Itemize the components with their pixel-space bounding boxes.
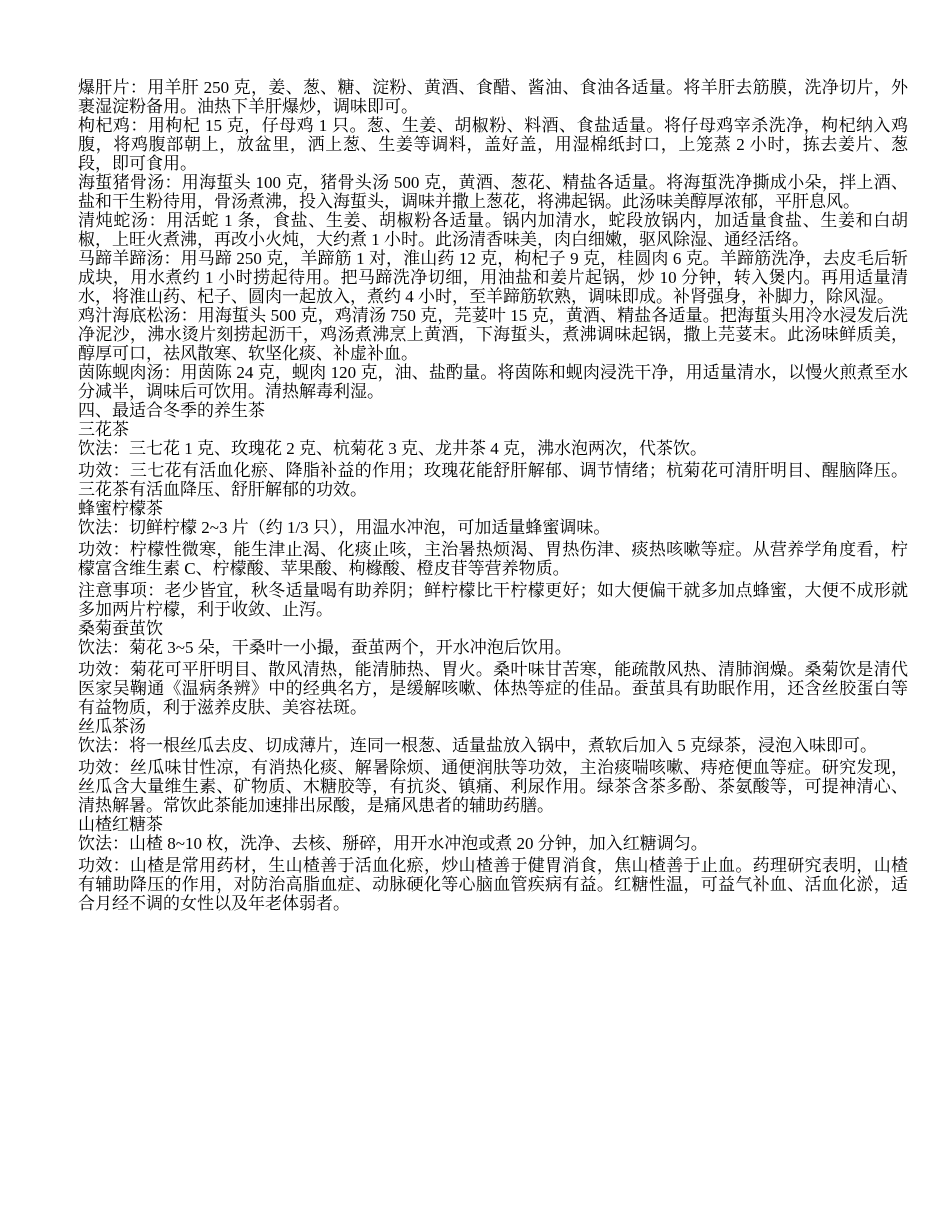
tea-effect-shanzha: 功效：山楂是常用药材，生山楂善于活血化瘀，炒山楂善于健胃消食，焦山楂善于止血。药理研究表明，山楂有辅助降压的作用，对防治高脂血症、动脉硬化等心脑血管疾病有益。红糖性温，可益气补血、活血化淤，适合月经不调的女性以及年老体弱者。 <box>78 856 908 913</box>
tea-heading-sangju: 桑菊蚕茧饮 <box>78 619 163 638</box>
recipe-paragraph-jizhi-soup: 鸡汁海底松汤：用海蜇头 500 克，鸡清汤 750 克，芫荽叶 15 克，黄酒、精盐各适量。把海蜇头用冷水浸发后洗净泥沙，沸水烫片刻捞起沥干，鸡汤煮沸烹上黄酒，下海蜇头，煮沸调味起锅，撒上芫荽末。此汤味鲜质美，醇厚可口，祛风散寒、软坚化痰、补虚补血。 <box>78 306 908 363</box>
tea-effect-sigua: 功效：丝瓜味甘性凉，有消热化痰、解暑除烦、通便润肤等功效，主治痰喘咳嗽、痔疮便血等症。研究发现，丝瓜含大量维生素、矿物质、木糖胶等，有抗炎、镇痛、利尿作用。绿茶含茶多酚、茶氨酸等，可提神清心、清热解暑。常饮此茶能加速排出尿酸，是痛风患者的辅助药膳。 <box>78 758 908 815</box>
recipe-paragraph-snake-soup: 清炖蛇汤：用活蛇 1 条，食盐、生姜、胡椒粉各适量。锅内加清水，蛇段放锅内，加适量食盐、生姜和白胡椒，上旺火煮沸，再改小火炖，大约煮 1 小时。此汤清香味美，肉白细嫩，驱风除湿、通经活络。 <box>78 211 908 249</box>
recipe-paragraph-baoganpian: 爆肝片：用羊肝 250 克，姜、葱、糖、淀粉、黄酒、食醋、酱油、食油各适量。将羊肝去筋膜，洗净切片，外裹湿淀粉备用。油热下羊肝爆炒，调味即可。 <box>78 78 908 116</box>
tea-method-shanzha: 饮法：山楂 8~10 枚，洗净、去核、掰碎，用开水冲泡或煮 20 分钟，加入红糖调匀。 <box>78 834 708 853</box>
tea-heading-shanzha: 山楂红糖茶 <box>78 815 163 834</box>
tea-method-sigua: 饮法：将一根丝瓜去皮、切成薄片，连同一根葱、适量盐放入锅中，煮软后加入 5 克绿茶，浸泡入味即可。 <box>78 736 877 755</box>
tea-effect-lemon-honey: 功效：柠檬性微寒，能生津止渴、化痰止咳，主治暑热烦渴、胃热伤津、痰热咳嗽等症。从营养学角度看，柠檬富含维生素 C、柠檬酸、苹果酸、枸橼酸、橙皮苷等营养物质。 <box>78 540 908 578</box>
tea-method-sangju: 饮法：菊花 3~5 朵，干桑叶一小撮，蚕茧两个，开水冲泡后饮用。 <box>78 638 572 657</box>
recipe-paragraph-gouqiji: 枸杞鸡：用枸杞 15 克，仔母鸡 1 只。葱、生姜、胡椒粉、料酒、食盐适量。将仔母鸡宰杀洗净，枸杞纳入鸡腹，将鸡腹部朝上，放盆里，洒上葱、生姜等调料，盖好盖，用湿棉纸封口，上笼蒸 2 小时，拣去姜片、葱段，即可食用。 <box>78 116 908 173</box>
recipe-paragraph-yinchen-soup: 茵陈蚬肉汤：用茵陈 24 克，蚬肉 120 克，油、盐酌量。将茵陈和蚬肉浸洗干净，用适量清水，以慢火煎煮至水分减半，调味后可饮用。清热解毒利湿。 <box>78 363 908 401</box>
tea-effect-sanhua: 功效：三七花有活血化瘀、降脂补益的作用；玫瑰花能舒肝解郁、调节情绪；杭菊花可清肝明目、醒脑降压。三花茶有活血降压、舒肝解郁的功效。 <box>78 461 908 499</box>
tea-notes-lemon-honey: 注意事项：老少皆宜，秋冬适量喝有助养阴；鲜柠檬比干柠檬更好；如大便偏干就多加点蜂蜜，大便不成形就多加两片柠檬，利于收敛、止泻。 <box>78 581 908 619</box>
tea-heading-lemon-honey: 蜂蜜柠檬茶 <box>78 499 163 518</box>
recipe-paragraph-haizhe-soup: 海蜇猪骨汤：用海蜇头 100 克，猪骨头汤 500 克，黄酒、葱花、精盐各适量。将海蜇洗净撕成小朵，拌上酒、盐和干生粉待用，骨汤煮沸，投入海蜇头，调味并撒上葱花，将沸起锅。此汤味美醇厚浓郁，平肝息风。 <box>78 173 908 211</box>
tea-heading-sigua: 丝瓜茶汤 <box>78 717 146 736</box>
tea-method-sanhua: 饮法：三七花 1 克、玫瑰花 2 克、杭菊花 3 克、龙井茶 4 克，沸水泡两次，代茶饮。 <box>78 439 707 458</box>
tea-effect-sangju: 功效：菊花可平肝明目、散风清热，能清肺热、胃火。桑叶味甘苦寒，能疏散风热、清肺润燥。桑菊饮是清代医家吴鞠通《温病条辨》中的经典名方，是缓解咳嗽、体热等症的佳品。蚕茧具有助眠作用，还含丝胶蛋白等有益物质，利于滋养皮肤、美容祛斑。 <box>78 660 908 717</box>
recipe-paragraph-mati-soup: 马蹄羊蹄汤：用马蹄 250 克，羊蹄筋 1 对，淮山药 12 克，枸杞子 9 克，桂圆肉 6 克。羊蹄筋洗净，去皮毛后斩成块，用水煮约 1 小时捞起待用。把马蹄洗净切细，用油盐和姜片起锅，炒 10 分钟，转入煲内。再用适量清水，将淮山药、杞子、圆肉一起放入，煮约 4 小时，至羊蹄筋软熟，调味即成。补肾强身，补脚力，除风湿。 <box>78 249 908 306</box>
tea-method-lemon-honey: 饮法：切鲜柠檬 2~3 片（约 1/3 只），用温水冲泡，可加适量蜂蜜调味。 <box>78 518 611 537</box>
tea-heading-sanhua: 三花茶 <box>78 420 129 439</box>
document-page <box>78 78 908 913</box>
section-title-winter-tea: 四、最适合冬季的养生茶 <box>78 401 265 420</box>
